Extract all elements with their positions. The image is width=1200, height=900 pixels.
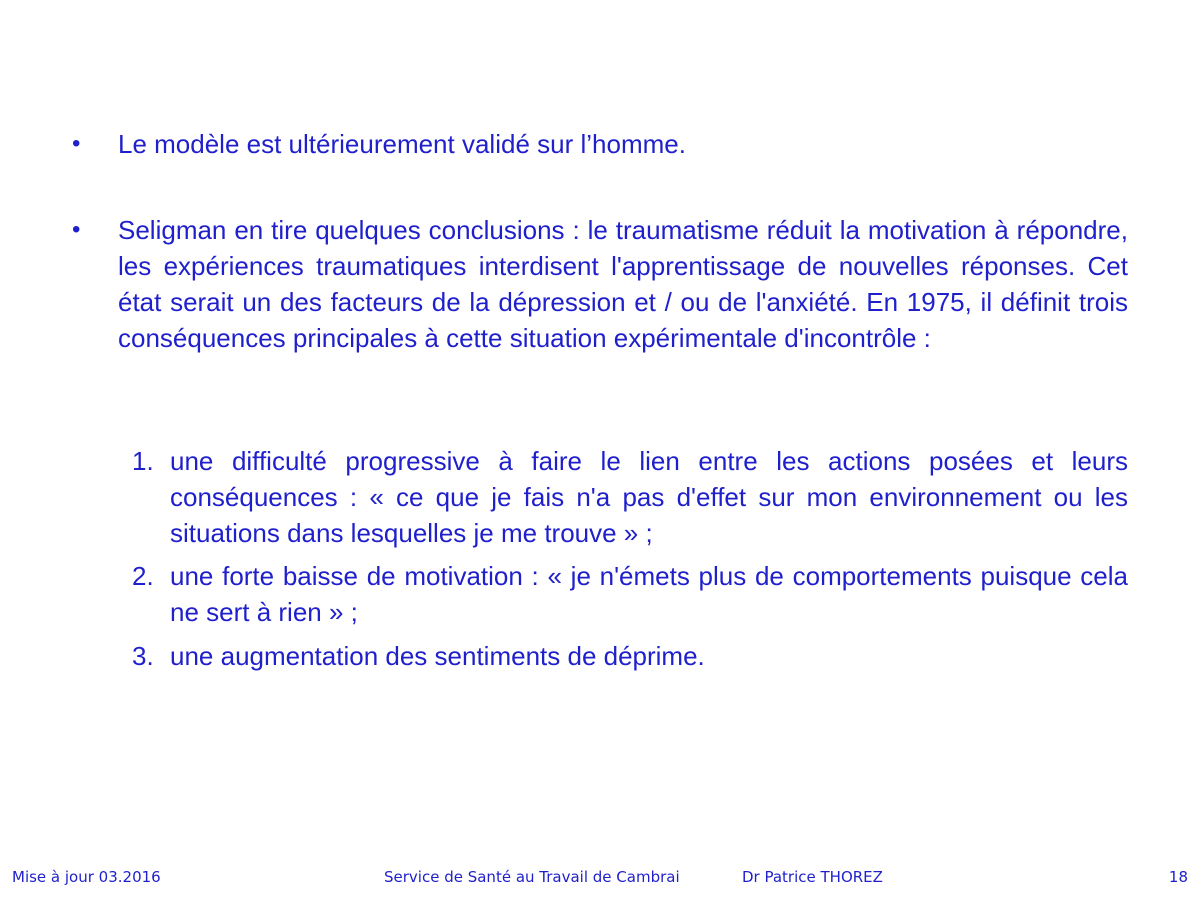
bullet-symbol: • <box>72 130 81 157</box>
bullet-symbol: • <box>72 216 81 243</box>
footer-date: Mise à jour 03.2016 <box>12 868 161 886</box>
bullet-item <box>72 126 1128 162</box>
footer-service: Service de Santé au Travail de Cambrai <box>384 868 680 886</box>
page-number: 18 <box>1168 868 1188 886</box>
bullet-item <box>72 212 1128 356</box>
footer-author: Dr Patrice THOREZ <box>742 868 883 886</box>
numbered-item <box>132 558 1128 630</box>
item-number: 2. <box>132 561 154 591</box>
item-text: une forte baisse de motivation : « je n'émets plus de comportements puisque cela ne sert à rien » ; <box>170 561 1128 627</box>
bullet-text: Seligman en tire quelques conclusions : le traumatisme réduit la motivation à répondre, les expériences traumatiques interdisent l'apprentissage de nouvelles réponses. Cet état serait un des facteurs de la dépression et / ou de l'anxiété. En 1975, il définit trois conséquences principales à cette situation expérimentale d'incontrôle : <box>118 215 1128 353</box>
numbered-item <box>132 443 1128 551</box>
item-text: une augmentation des sentiments de déprime. <box>170 641 705 671</box>
item-number: 1. <box>132 446 154 476</box>
numbered-item <box>132 638 1128 674</box>
bullet-text: Le modèle est ultérieurement validé sur l’homme. <box>118 129 686 159</box>
item-number: 3. <box>132 641 154 671</box>
item-text: une difficulté progressive à faire le lien entre les actions posées et leurs conséquences : « ce que je fais n'a pas d'effet sur mon environnement ou les situations dans lesquelles je me trouve » ; <box>170 446 1128 548</box>
